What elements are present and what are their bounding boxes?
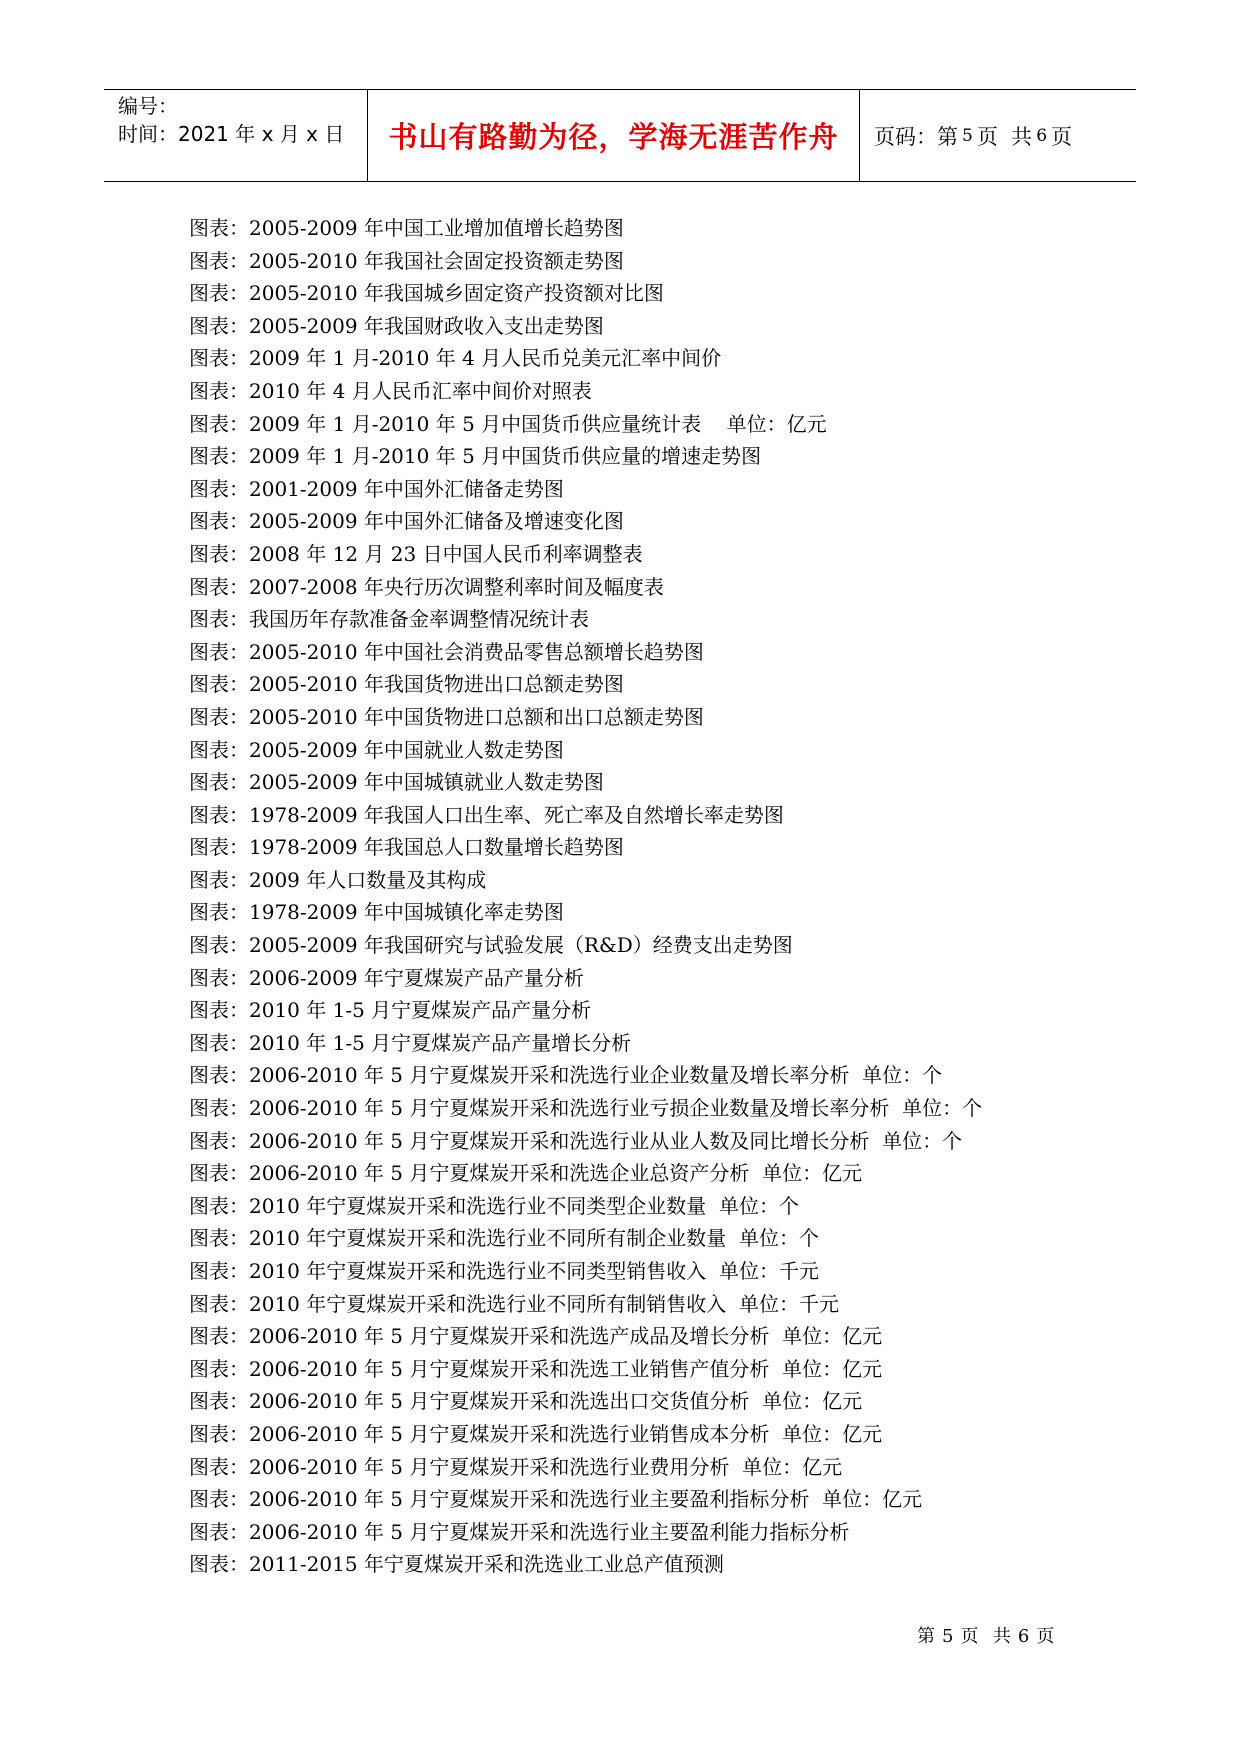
figure-list-item: 图表：2009 年 1 月-2010 年 5 月中国货币供应量的增速走势图 (189, 444, 762, 469)
figure-list-item: 图表：2010 年 1-5 月宁夏煤炭产品产量增长分析 (189, 1030, 632, 1055)
figure-list-item: 图表：2005-2010 年中国货物进口总额和出口总额走势图 (189, 704, 704, 729)
figure-list-item: 图表：2006-2010 年 5 月宁夏煤炭开采和洗选行业主要盈利能力指标分析 (189, 1519, 850, 1544)
figure-list-item: 图表：2006-2010 年 5 月宁夏煤炭开采和洗选行业企业数量及增长率分析 单位：个 (189, 1063, 943, 1088)
header-page-suffix: 页 (1051, 124, 1073, 149)
figure-list-item: 图表：2007-2008 年央行历次调整利率时间及幅度表 (189, 574, 664, 599)
figure-list (189, 212, 1109, 1581)
figure-list-item: 图表：2008 年 12 月 23 日中国人民币利率调整表 (189, 541, 643, 566)
page-header (104, 89, 1136, 182)
figure-list-item: 图表：2005-2010 年我国城乡固定资产投资额对比图 (189, 281, 664, 306)
figure-list-item: 图表：2005-2009 年我国财政收入支出走势图 (189, 313, 604, 338)
figure-list-item: 图表：2005-2009 年中国城镇就业人数走势图 (189, 770, 604, 795)
figure-list-item: 图表：2010 年宁夏煤炭开采和洗选行业不同所有制企业数量 单位：个 (189, 1226, 819, 1251)
footer-current: 5 (942, 1626, 955, 1647)
figure-list-item: 图表：2009 年 1 月-2010 年 5 月中国货币供应量统计表 单位：亿元 (189, 411, 827, 436)
figure-list-item: 图表：2005-2010 年我国社会固定投资额走势图 (189, 248, 624, 273)
page-footer (914, 1622, 1058, 1648)
figure-list-item: 图表：2006-2010 年 5 月宁夏煤炭开采和洗选工业销售产值分析 单位：亿元 (189, 1356, 883, 1381)
figure-list-item: 图表：2006-2010 年 5 月宁夏煤炭开采和洗选出口交货值分析 单位：亿元 (189, 1389, 863, 1414)
figure-list-item: 图表：1978-2009 年我国人口出生率、死亡率及自然增长率走势图 (189, 802, 784, 827)
figure-list-item: 图表：2006-2010 年 5 月宁夏煤炭开采和洗选产成品及增长分析 单位：亿元 (189, 1324, 883, 1349)
header-meta (104, 90, 368, 181)
header-page-prefix: 页码：第 (874, 124, 958, 149)
figure-list-item: 图表：2010 年宁夏煤炭开采和洗选行业不同所有制销售收入 单位：千元 (189, 1291, 839, 1316)
figure-list-item: 图表：2006-2010 年 5 月宁夏煤炭开采和洗选行业主要盈利指标分析 单位：亿元 (189, 1487, 923, 1512)
figure-list-item: 图表：2005-2009 年中国就业人数走势图 (189, 737, 564, 762)
figure-list-item: 图表：2009 年人口数量及其构成 (189, 867, 487, 892)
figure-list-item: 图表：我国历年存款准备金率调整情况统计表 (189, 607, 589, 632)
figure-list-item: 图表：2005-2009 年我国研究与试验发展（R&D）经费支出走势图 (189, 933, 793, 958)
footer-suffix: 页 (1036, 1626, 1056, 1647)
figure-list-item: 图表：2010 年宁夏煤炭开采和洗选行业不同类型企业数量 单位：个 (189, 1193, 799, 1218)
footer-mid: 页 共 (960, 1626, 1012, 1647)
figure-list-item: 图表：2006-2010 年 5 月宁夏煤炭开采和洗选企业总资产分析 单位：亿元 (189, 1161, 863, 1186)
figure-list-item: 图表：2005-2009 年中国外汇储备及增速变化图 (189, 509, 624, 534)
figure-list-item: 图表：2010 年 1-5 月宁夏煤炭产品产量分析 (189, 998, 592, 1023)
figure-list-item: 图表：2010 年 4 月人民币汇率中间价对照表 (189, 378, 592, 403)
header-motto: 书山有路勤为径，学海无涯苦作舟 (368, 90, 860, 181)
document-time: 时间：2021 年 x 月 x 日 (118, 122, 345, 146)
figure-list-item: 图表：2010 年宁夏煤炭开采和洗选行业不同类型销售收入 单位：千元 (189, 1259, 819, 1283)
figure-list-item: 图表：2001-2009 年中国外汇储备走势图 (189, 476, 564, 501)
document-number-label: 编号： (118, 94, 178, 118)
figure-list-item: 图表：2006-2010 年 5 月宁夏煤炭开采和洗选行业销售成本分析 单位：亿元 (189, 1421, 883, 1446)
header-page-total: 6 (1036, 125, 1048, 146)
figure-list-item: 图表：2005-2009 年中国工业增加值增长趋势图 (189, 216, 624, 240)
footer-total: 6 (1017, 1626, 1031, 1647)
header-page-indicator (860, 90, 1136, 181)
figure-list-item: 图表：2011-2015 年宁夏煤炭开采和洗选业工业总产值预测 (189, 1552, 724, 1577)
figure-list-item: 图表：2005-2010 年我国货物进出口总额走势图 (189, 672, 624, 697)
header-page-current: 5 (962, 125, 973, 146)
figure-list-item: 图表：2006-2009 年宁夏煤炭产品产量分析 (189, 965, 584, 990)
figure-list-item: 图表：2006-2010 年 5 月宁夏煤炭开采和洗选行业从业人数及同比增长分析 单位：个 (189, 1128, 963, 1153)
figure-list-item: 图表：2006-2010 年 5 月宁夏煤炭开采和洗选行业费用分析 单位：亿元 (189, 1454, 843, 1479)
figure-list-item: 图表：2006-2010 年 5 月宁夏煤炭开采和洗选行业亏损企业数量及增长率分析 单位：个 (189, 1096, 983, 1121)
footer-prefix: 第 (917, 1626, 936, 1647)
header-page-mid: 页 共 (976, 124, 1033, 149)
figure-list-item: 图表：1978-2009 年我国总人口数量增长趋势图 (189, 835, 624, 860)
figure-list-item: 图表：2009 年 1 月-2010 年 4 月人民币兑美元汇率中间价 (189, 346, 722, 371)
figure-list-item: 图表：1978-2009 年中国城镇化率走势图 (189, 900, 564, 925)
figure-list-item: 图表：2005-2010 年中国社会消费品零售总额增长趋势图 (189, 639, 704, 664)
